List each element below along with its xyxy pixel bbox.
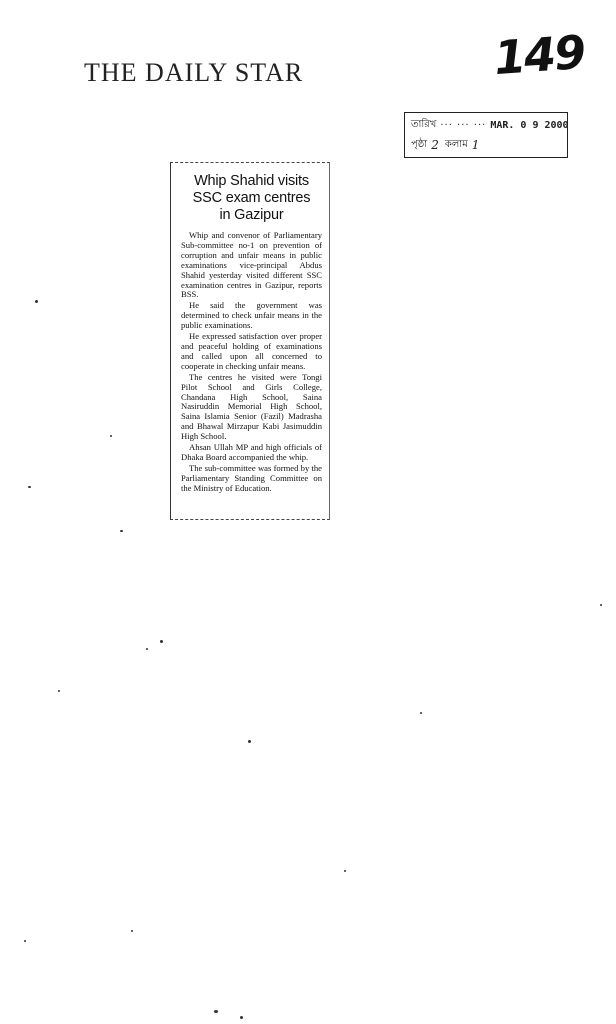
article-paragraph: The centres he visited were Tongi Pilot School and Girls College, Chandana High School, Saina Nasiruddin Memorial High School, Saina Islamia Senior (Fazil) Madrasha and Bhawal Mirzapur Kabi Jasimuddin High School. <box>181 371 322 442</box>
scan-speck <box>131 930 133 932</box>
handwritten-page-number: 149 <box>492 24 586 86</box>
stamp-date-dots: ··· ··· ··· <box>440 119 487 131</box>
stamp-page-label: পৃষ্ঠা <box>411 138 428 150</box>
article-paragraph: He expressed satisfaction over proper and peaceful holding of examinations and called upon all concerned to cooperate in checking unfair means. <box>181 331 322 371</box>
newspaper-masthead: THE DAILY STAR <box>84 58 304 87</box>
stamp-page-row <box>411 137 563 153</box>
headline-line: SSC exam centres <box>192 190 311 206</box>
headline-line: Whip Shahid visits <box>194 173 309 189</box>
date-stamp <box>404 112 568 158</box>
stamp-page-value: 2 <box>431 138 439 152</box>
article-paragraph: Ahsan Ullah MP and high officials of Dhaka Board accompanied the whip. <box>181 442 322 462</box>
stamp-date-row <box>411 117 569 133</box>
stamp-date-label: তারিখ <box>411 118 437 130</box>
article-paragraph: Whip and convenor of Parliamentary Sub-committee no-1 on prevention of corruption and unfair means in public examinations vice-principal Abdus Shahid yesterday visited different SSC examination centres in Gazipur, reports BSS. <box>181 230 322 300</box>
scan-speck <box>344 870 346 872</box>
scan-speck <box>600 604 602 606</box>
article-paragraph: The sub-committee was formed by the Parliamentary Standing Committee on the Ministry of Education. <box>181 462 322 493</box>
article-paragraph: He said the government was determined to check unfair means in the public examinations. <box>181 300 322 331</box>
scan-speck <box>214 1010 218 1013</box>
scan-speck <box>35 300 38 303</box>
scan-speck <box>120 530 123 532</box>
scan-speck <box>160 640 163 643</box>
scan-speck <box>58 690 60 692</box>
article-body <box>181 231 322 494</box>
scan-speck <box>110 435 112 437</box>
stamp-column-value: 1 <box>471 138 480 152</box>
scan-speck <box>28 486 31 488</box>
scan-speck <box>420 712 422 714</box>
stamp-date-value: MAR. 0 9 2000 <box>490 119 569 131</box>
stamp-column-label: কলাম <box>444 138 468 150</box>
scan-speck <box>24 940 26 942</box>
news-clipping <box>170 162 330 520</box>
headline-line: in Gazipur <box>219 207 284 223</box>
scan-speck <box>240 1016 243 1019</box>
article-headline <box>181 173 322 224</box>
scan-speck <box>248 740 251 743</box>
scan-speck <box>146 648 148 650</box>
